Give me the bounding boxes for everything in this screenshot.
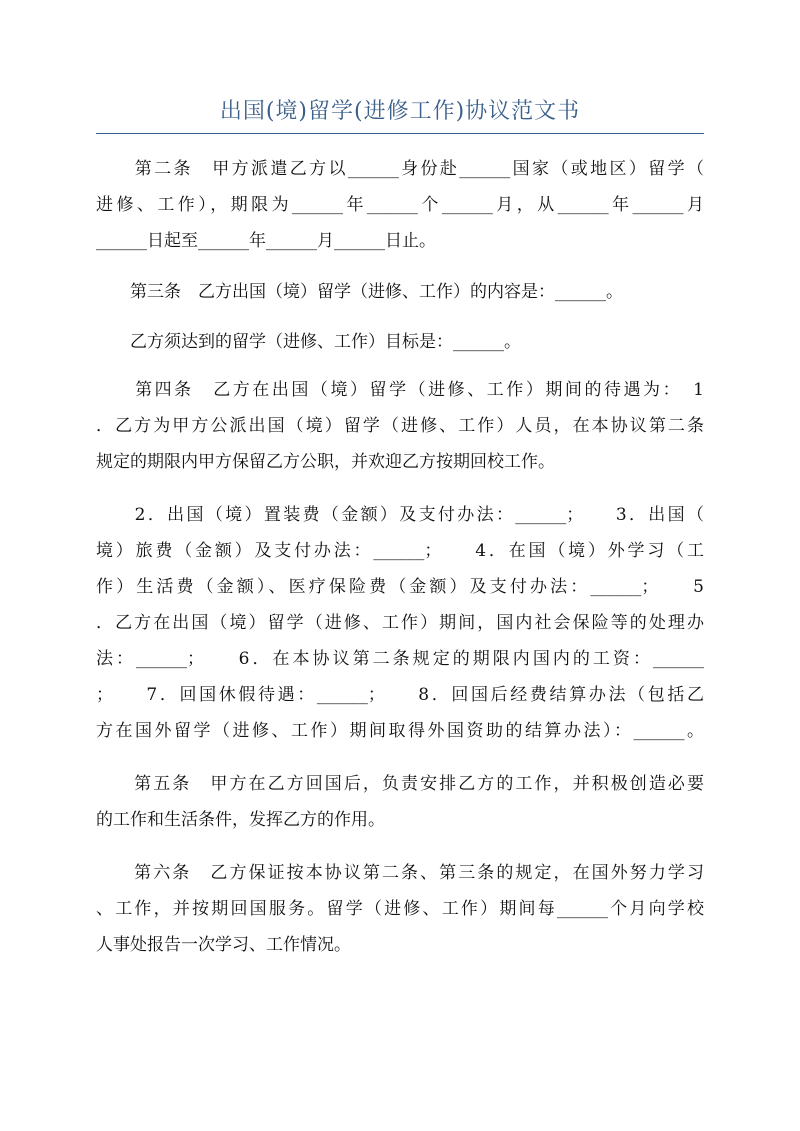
document-title: 出国(境)留学(进修工作)协议范文书 <box>219 99 581 124</box>
article-3-goal-line: 乙方须达到的留学（进修、工作）目标是：______。 <box>96 332 521 352</box>
article-2-line-1: 第二条 甲方派遣乙方以______身份赴______国家（或地区）留学（ <box>96 159 704 179</box>
article-4-line-1: 第四条 乙方在出国（境）留学（进修、工作）期间的待遇为： 1 <box>96 380 704 400</box>
article-4-items-line-1: 2．出国（境）置装费（金额）及支付办法：______； 3．出国（ <box>96 505 704 525</box>
article-5-line-1: 第五条 甲方在乙方回国后，负责安排乙方的工作，并积极创造必要 <box>96 774 704 794</box>
article-6-line-3: 人事处报告一次学习、工作情况。 <box>96 935 351 955</box>
title-underline <box>96 133 704 134</box>
article-3-line-1: 第三条 乙方出国（境）留学（进修、工作）的内容是：______。 <box>96 282 623 302</box>
article-6-line-2: 、工作，并按期回国服务。留学（进修、工作）期间每______个月向学校 <box>96 899 704 919</box>
article-4-line-2: ．乙方为甲方公派出国（境）留学（进修、工作）人员，在本协议第二条 <box>96 416 704 436</box>
article-2-line-2: 进修、工作），期限为______年______个______月，从______年______月 <box>96 195 704 215</box>
article-6-line-1: 第六条 乙方保证按本协议第二条、第三条的规定，在国外努力学习 <box>96 863 704 883</box>
article-5-line-2: 的工作和生活条件，发挥乙方的作用。 <box>96 810 385 830</box>
article-2-line-3: ______日起至______年______月______日止。 <box>96 231 436 251</box>
article-4-items-line-6: ； 7．回国休假待遇：______； 8．回国后经费结算办法（包括乙 <box>96 685 704 705</box>
article-4-items-line-3: 作）生活费（金额）、医疗保险费（金额）及支付办法：______； 5 <box>96 577 704 597</box>
article-4-items-line-4: ．乙方在出国（境）留学（进修、工作）期间，国内社会保险等的处理办 <box>96 613 704 633</box>
article-4-items-line-5: 法：______； 6．在本协议第二条规定的期限内国内的工资：______ <box>96 649 704 669</box>
article-4-items-line-2: 境）旅费（金额）及支付办法：______； 4．在国（境）外学习（工 <box>96 541 704 561</box>
article-4-line-3: 规定的期限内甲方保留乙方公职，并欢迎乙方按期回校工作。 <box>96 452 555 472</box>
article-4-items-line-7: 方在国外留学（进修、工作）期间取得外国资助的结算办法）：______。 <box>96 721 704 741</box>
